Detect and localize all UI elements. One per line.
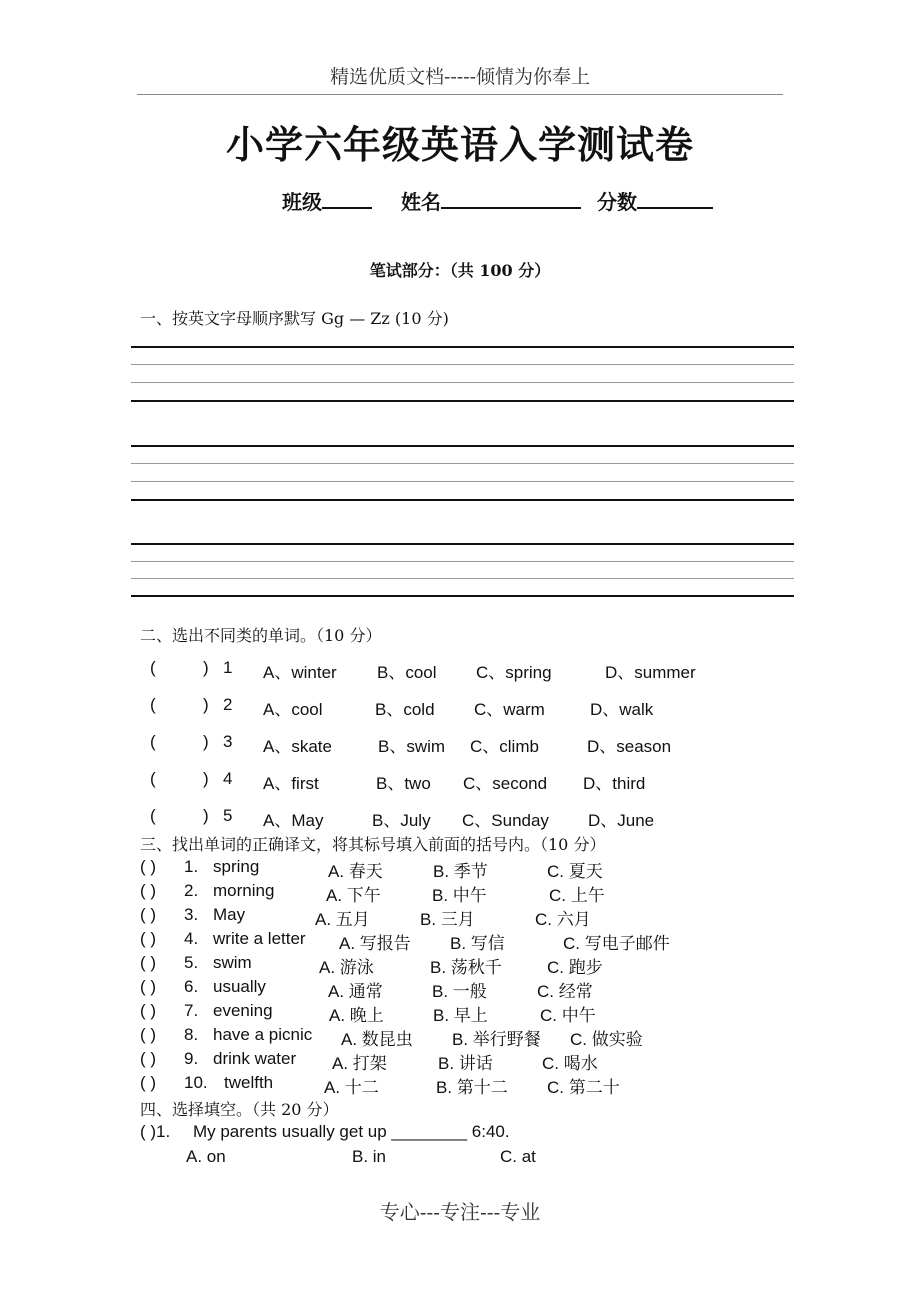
translation-row: [0, 977, 920, 999]
section-2-heading: 二、选出不同类的单词。（10 分）: [140, 626, 382, 645]
english-word: morning: [213, 881, 275, 900]
answer-paren-close: ): [203, 769, 209, 788]
option-c: C. 第二十: [547, 1078, 620, 1097]
translation-row: [0, 929, 920, 951]
option-a: A、skate: [263, 737, 332, 756]
score-field: [597, 186, 713, 215]
option-a: A、winter: [263, 663, 337, 682]
english-word: twelfth: [224, 1073, 274, 1092]
name-label: 姓名: [401, 190, 441, 214]
option-a: A、first: [263, 774, 319, 793]
writing-line: [131, 382, 794, 383]
option-d: D、summer: [605, 663, 696, 682]
class-blank[interactable]: [322, 187, 372, 209]
option-b: B. 第十二: [436, 1078, 508, 1097]
option-b: B、July: [372, 811, 431, 830]
answer-paren[interactable]: ( ): [140, 929, 157, 948]
option-d: D、walk: [590, 700, 654, 719]
answer-paren[interactable]: ( ): [140, 977, 157, 996]
question-number: 4.: [184, 929, 199, 948]
answer-paren[interactable]: ( ): [140, 1073, 157, 1092]
answer-paren[interactable]: ( ): [140, 857, 157, 876]
writing-line: [131, 463, 794, 464]
option-c: C. 做实验: [570, 1030, 643, 1049]
section-1-heading: 一、按英文字母顺序默写 Gg — Zz (10 分): [140, 309, 449, 328]
option-b: B. in: [352, 1147, 387, 1166]
option-b: B. 早上: [433, 1006, 488, 1025]
name-blank[interactable]: [441, 187, 581, 209]
option-a: A. 数昆虫: [341, 1030, 413, 1049]
english-word: drink water: [213, 1049, 297, 1068]
option-b: B. 一般: [432, 982, 487, 1001]
answer-paren[interactable]: ( ): [140, 905, 157, 924]
odd-one-out-row: [0, 769, 920, 793]
translation-row: [0, 1001, 920, 1023]
answer-paren[interactable]: ( )1.: [140, 1122, 171, 1141]
option-c: C. at: [500, 1147, 536, 1166]
written-part-subtitle: 笔试部分：（共 100 分）: [369, 261, 551, 280]
score-label: 分数: [597, 190, 637, 214]
question-number: 2.: [184, 881, 199, 900]
option-a: A、cool: [263, 700, 323, 719]
answer-paren-open[interactable]: (: [150, 806, 156, 825]
english-word: spring: [213, 857, 260, 876]
option-c: C、second: [463, 774, 548, 793]
option-a: A. on: [186, 1147, 226, 1166]
answer-paren-close: ): [203, 732, 209, 751]
option-c: C. 跑步: [547, 958, 603, 977]
answer-paren[interactable]: ( ): [140, 1001, 157, 1020]
option-a: A. 下午: [326, 886, 381, 905]
writing-line: [131, 364, 794, 365]
question-number: 7.: [184, 1001, 199, 1020]
english-word: swim: [213, 953, 252, 972]
option-b: B. 三月: [420, 910, 475, 929]
translation-row: [0, 881, 920, 903]
section-3-heading: 三、找出单词的正确译文，将其标号填入前面的括号内。（10 分）: [140, 835, 606, 854]
translation-row: [0, 1073, 920, 1095]
writing-line: [131, 578, 794, 579]
section-4-heading: 四、选择填空。（共 20 分）: [140, 1100, 339, 1119]
question-number: 9.: [184, 1049, 199, 1068]
translation-row: [0, 1025, 920, 1047]
option-b: B、cold: [375, 700, 435, 719]
fill-in-question-1: [140, 1122, 510, 1142]
writing-line: [131, 561, 794, 562]
option-d: D、season: [587, 737, 672, 756]
option-d: D、third: [583, 774, 646, 793]
english-word: usually: [213, 977, 266, 996]
question-number: 5: [223, 806, 233, 825]
translation-row: [0, 953, 920, 975]
option-c: C、climb: [470, 737, 539, 756]
writing-line: [131, 595, 794, 597]
option-d: D、June: [588, 811, 655, 830]
option-c: C. 中午: [540, 1006, 596, 1025]
question-number: 1: [223, 658, 233, 677]
writing-line: [131, 346, 794, 348]
answer-paren-open[interactable]: (: [150, 769, 156, 788]
english-word: have a picnic: [213, 1025, 313, 1044]
question-number: 10.: [184, 1073, 208, 1092]
option-b: B. 写信: [450, 934, 505, 953]
translation-row: [0, 857, 920, 879]
score-blank[interactable]: [637, 187, 713, 209]
option-a: A. 十二: [324, 1078, 379, 1097]
page-title: 小学六年级英语入学测试卷: [225, 123, 694, 167]
option-a: A. 写报告: [339, 934, 411, 953]
question-number: 3: [223, 732, 233, 751]
option-a: A. 五月: [315, 910, 370, 929]
option-b: B. 中午: [432, 886, 487, 905]
writing-line: [131, 400, 794, 402]
answer-paren-close: ): [203, 806, 209, 825]
english-word: write a letter: [213, 929, 306, 948]
option-a: A. 通常: [328, 982, 383, 1001]
answer-paren[interactable]: ( ): [140, 881, 157, 900]
option-c: C. 写电子邮件: [563, 934, 670, 953]
option-c: C. 喝水: [542, 1054, 598, 1073]
page-header: 精选优质文档-----倾情为你奉上: [329, 66, 591, 88]
option-c: C. 上午: [549, 886, 605, 905]
odd-one-out-row: [0, 658, 920, 682]
english-word: May: [213, 905, 246, 924]
answer-paren-open[interactable]: (: [150, 658, 156, 677]
question-number: 3.: [184, 905, 199, 924]
option-c: C、Sunday: [462, 811, 549, 830]
option-b: B、swim: [378, 737, 446, 756]
answer-paren-close: ): [203, 658, 209, 677]
question-number: 2: [223, 695, 233, 714]
answer-paren-open[interactable]: (: [150, 695, 156, 714]
writing-line: [131, 543, 794, 545]
answer-paren[interactable]: ( ): [140, 1049, 157, 1068]
answer-paren-open[interactable]: (: [150, 732, 156, 751]
option-c: C、warm: [474, 700, 545, 719]
option-a: A、May: [263, 811, 324, 830]
translation-row: [0, 905, 920, 927]
question-number: 1.: [184, 857, 199, 876]
option-b: B. 讲话: [438, 1054, 493, 1073]
option-b: B、two: [376, 774, 431, 793]
writing-line: [131, 499, 794, 501]
option-c: C. 经常: [537, 982, 593, 1001]
translation-row: [0, 1049, 920, 1071]
answer-paren[interactable]: ( ): [140, 953, 157, 972]
question-number: 8.: [184, 1025, 199, 1044]
writing-line: [131, 481, 794, 482]
question-text: My parents usually get up ________ 6:40.: [192, 1122, 510, 1141]
option-a: A. 晚上: [329, 1006, 384, 1025]
question-number: 4: [223, 769, 233, 788]
page-footer: 专心---专注---专业: [379, 1200, 541, 1224]
class-field: [282, 186, 372, 215]
option-a: A. 游泳: [319, 958, 374, 977]
answer-paren-close: ): [203, 695, 209, 714]
name-field: [401, 186, 581, 215]
option-b: B. 季节: [433, 862, 488, 881]
option-b: B. 荡秋千: [430, 958, 502, 977]
option-b: B、cool: [377, 663, 437, 682]
option-a: A. 春天: [328, 862, 383, 881]
header-divider: [137, 94, 783, 95]
writing-line: [131, 445, 794, 447]
option-c: C. 六月: [535, 910, 591, 929]
answer-paren[interactable]: ( ): [140, 1025, 157, 1044]
question-number: 5.: [184, 953, 199, 972]
option-c: C. 夏天: [547, 862, 603, 881]
english-word: evening: [213, 1001, 273, 1020]
option-a: A. 打架: [332, 1054, 387, 1073]
option-b: B. 举行野餐: [452, 1030, 541, 1049]
option-c: C、spring: [476, 663, 552, 682]
odd-one-out-row: [0, 732, 920, 756]
class-label: 班级: [282, 190, 322, 214]
odd-one-out-row: [0, 695, 920, 719]
odd-one-out-row: [0, 806, 920, 830]
question-number: 6.: [184, 977, 199, 996]
